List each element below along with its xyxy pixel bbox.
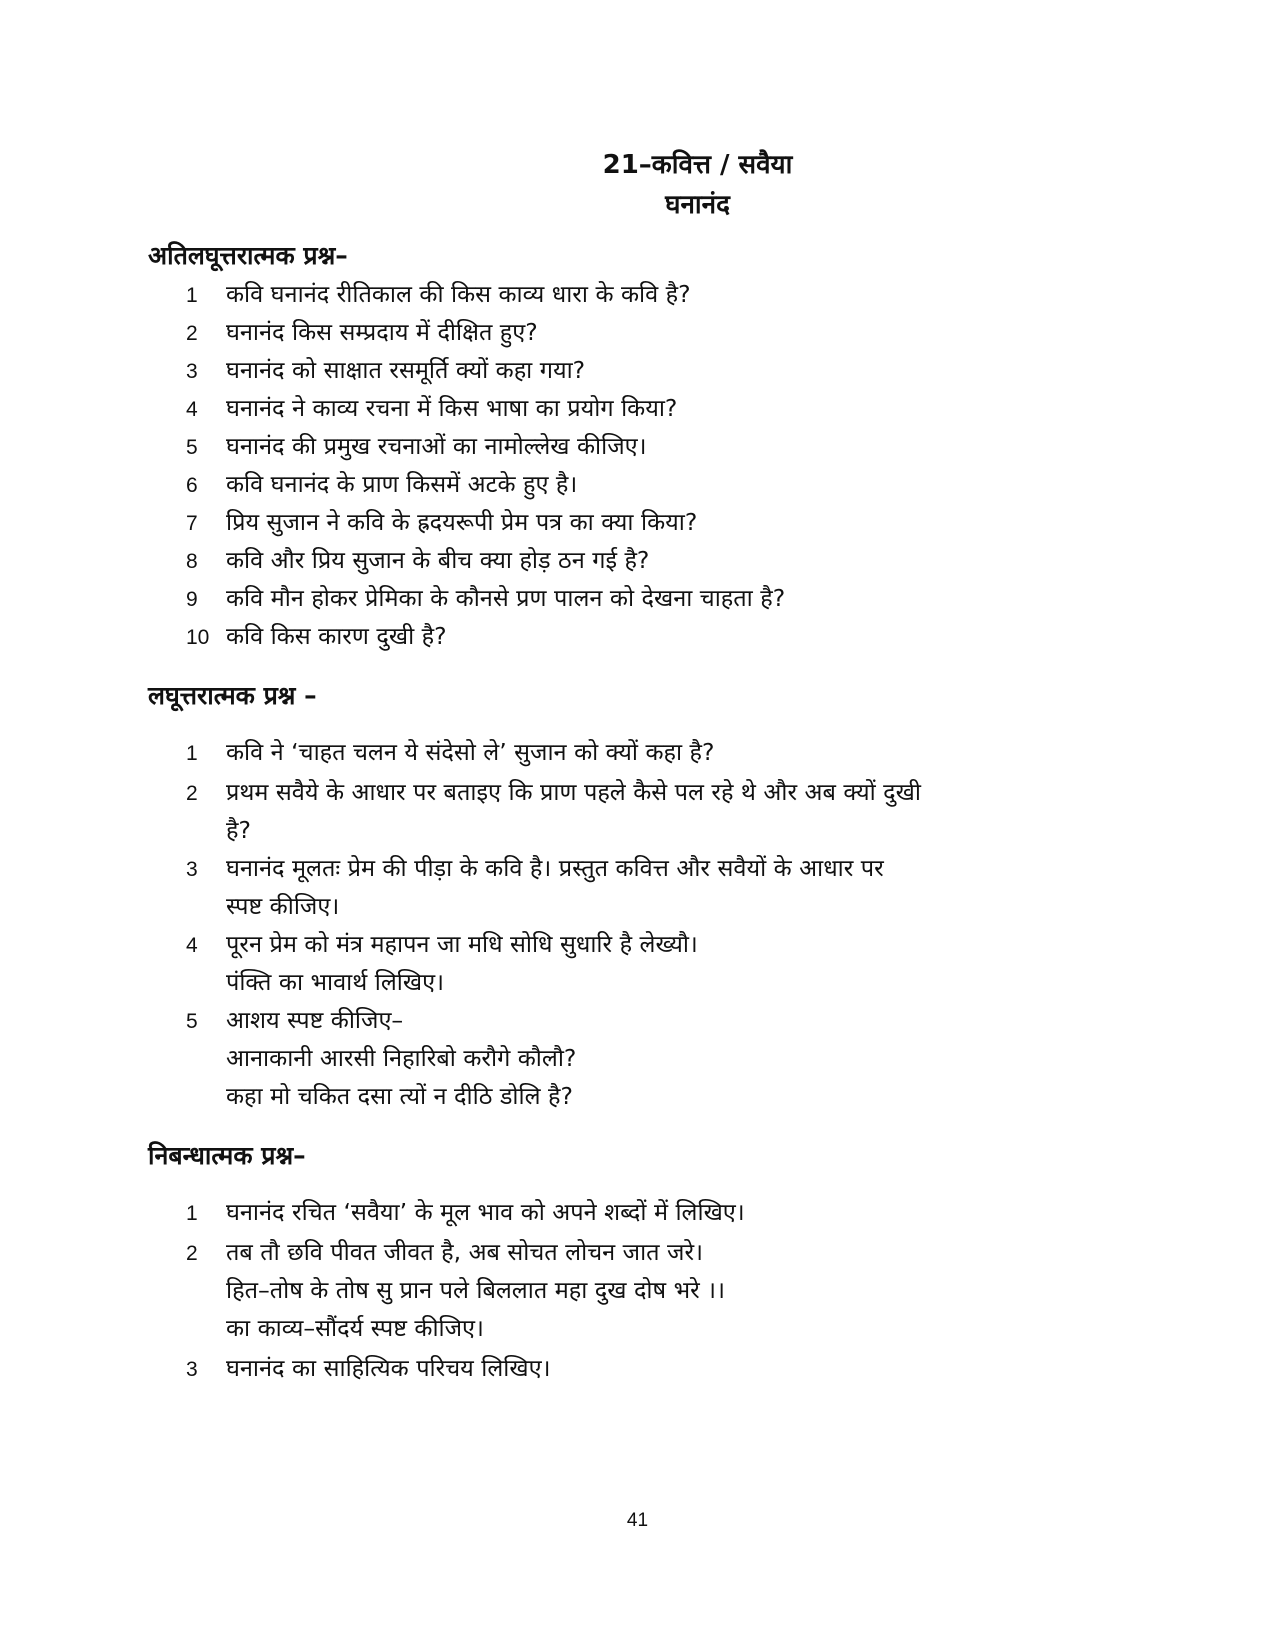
question-text: तब तौ छवि पीवत जीवत है, अब सोचत लोचन जात जरे। — [226, 1238, 703, 1266]
question-item — [186, 275, 1106, 315]
question-item — [186, 351, 1106, 391]
question-continuation: पंक्ति का भावार्थ लिखिए। — [226, 968, 444, 996]
question-number: 7 — [186, 512, 198, 535]
question-text: घनानंद का साहित्यिक परिचय लिखिए। — [226, 1354, 551, 1382]
question-number: 4 — [186, 934, 198, 957]
question-number: 2 — [186, 1242, 198, 1265]
question-number: 3 — [186, 360, 198, 383]
question-text: कवि किस कारण दुखी है? — [226, 622, 447, 650]
section-heading-very-short: अतिलघूत्तरात्मक प्रश्न– — [148, 241, 348, 270]
question-text: घनानंद किस सम्प्रदाय में दीक्षित हुए? — [226, 318, 538, 346]
question-text: घनानंद मूलतः प्रेम की पीड़ा के कवि है। प्रस्तुत कवित्त और सवैयों के आधार पर — [226, 854, 884, 882]
section-heading-essay: निबन्धात्मक प्रश्न– — [148, 1141, 306, 1170]
question-number: 4 — [186, 398, 198, 421]
question-item — [186, 1349, 1106, 1389]
question-number: 10 — [186, 626, 210, 649]
question-item — [186, 1233, 1106, 1273]
question-text: कवि ने ‘चाहत चलन ये संदेसो ले’ सुजान को क्यों कहा है? — [226, 738, 715, 766]
question-item — [186, 389, 1106, 429]
question-continuation: कहा मो चकित दसा त्यों न दीठि डोलि है? — [226, 1082, 573, 1110]
question-continuation: का काव्य–सौंदर्य स्पष्ट कीजिए। — [226, 1314, 484, 1342]
section-heading-short: लघूत्तरात्मक प्रश्न – — [148, 681, 317, 710]
question-continuation: आनाकानी आरसी निहारिबो करौगे कौलौ? — [226, 1044, 577, 1072]
question-number: 9 — [186, 588, 198, 611]
question-number: 1 — [186, 284, 198, 307]
question-item — [186, 773, 1106, 813]
question-continuation: हित–तोष के तोष सु प्रान पले बिललात महा दुख दोष भरे ।। — [226, 1276, 725, 1304]
question-text: प्रिय सुजान ने कवि के ह्रदयरूपी प्रेम पत्र का क्या किया? — [226, 508, 698, 536]
question-number: 1 — [186, 1202, 198, 1225]
question-text: कवि और प्रिय सुजान के बीच क्या होड़ ठन गई है? — [226, 546, 650, 574]
question-item — [186, 465, 1106, 505]
question-continuation: है? — [226, 816, 251, 844]
question-number: 8 — [186, 550, 198, 573]
question-text: आशय स्पष्ट कीजिए– — [226, 1006, 404, 1034]
question-number: 6 — [186, 474, 198, 497]
question-text: कवि घनानंद रीतिकाल की किस काव्य धारा के कवि है? — [226, 280, 691, 308]
question-item — [186, 541, 1106, 581]
question-item — [186, 617, 1106, 657]
question-text: प्रथम सवैये के आधार पर बताइए कि प्राण पहले कैसे पल रहे थे और अब क्यों दुखी — [226, 778, 921, 806]
question-number: 2 — [186, 322, 198, 345]
question-number: 1 — [186, 742, 198, 765]
question-number: 3 — [186, 1358, 198, 1381]
question-number: 2 — [186, 782, 198, 805]
poet-name: घनानंद — [665, 190, 730, 220]
question-number: 3 — [186, 858, 198, 881]
question-item — [186, 733, 1106, 773]
question-item — [186, 427, 1106, 467]
question-text: घनानंद ने काव्य रचना में किस भाषा का प्रयोग किया? — [226, 394, 678, 422]
page-title: 21–कवित्त / सवैया — [602, 150, 793, 180]
page-number: 41 — [626, 1510, 649, 1531]
question-item — [186, 1001, 1106, 1041]
question-number: 5 — [186, 1010, 198, 1033]
question-item — [186, 849, 1106, 889]
question-text: घनानंद रचित ‘सवैया’ के मूल भाव को अपने शब्दों में लिखिए। — [226, 1198, 745, 1226]
question-text: कवि घनानंद के प्राण किसमें अटके हुए है। — [226, 470, 578, 498]
question-item — [186, 925, 1106, 965]
question-number: 5 — [186, 436, 198, 459]
question-continuation: स्पष्ट कीजिए। — [226, 892, 340, 920]
question-item — [186, 313, 1106, 353]
question-text: कवि मौन होकर प्रेमिका के कौनसे प्रण पालन को देखना चाहता है? — [226, 584, 786, 612]
question-text: घनानंद को साक्षात रसमूर्ति क्यों कहा गया? — [226, 356, 586, 384]
question-item — [186, 503, 1106, 543]
question-item — [186, 579, 1106, 619]
question-text: पूरन प्रेम को मंत्र महापन जा मधि सोधि सुधारि है लेख्यौ। — [226, 930, 698, 958]
question-item — [186, 1193, 1106, 1233]
question-text: घनानंद की प्रमुख रचनाओं का नामोल्लेख कीजिए। — [226, 432, 647, 460]
